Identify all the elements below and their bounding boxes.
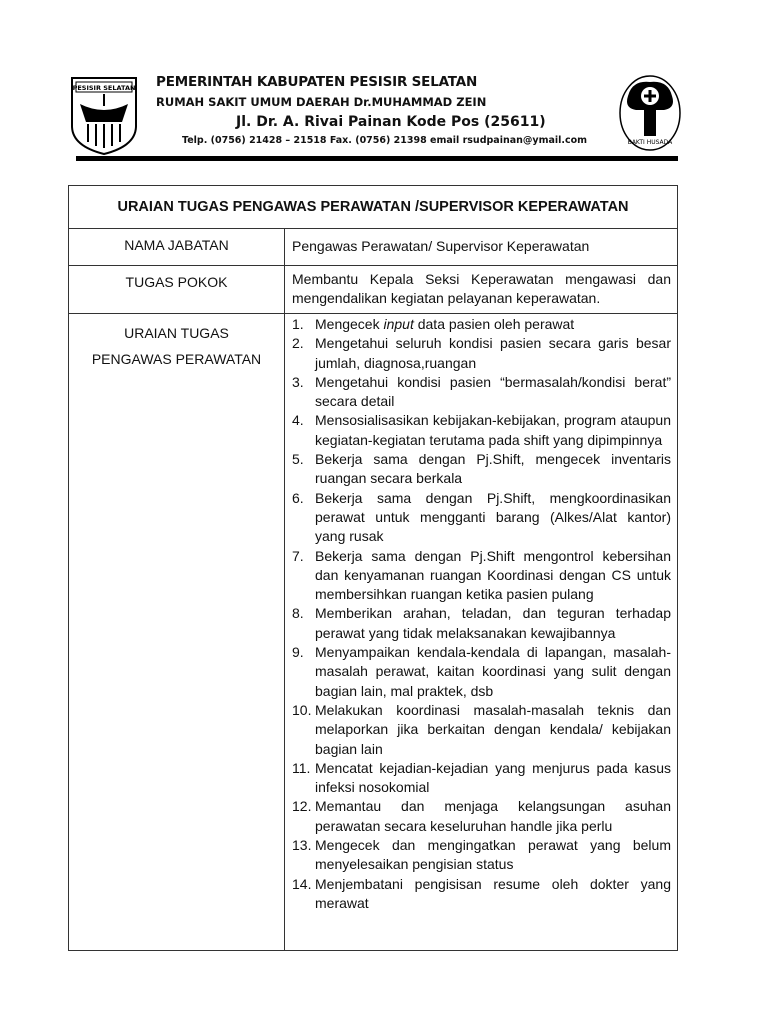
list-item: 2. Mengetahui seluruh kondisi pasien secara garis besar jumlah, diagnosa,ruangan [292,335,671,371]
bakti-husada-logo [618,74,682,152]
list-item: 12. Memantau dan menjaga kelangsungan asuhan perawatan secara keseluruhan handle jika perlu [292,798,671,834]
table-title: URAIAN TUGAS PENGAWAS PERAWATAN /SUPERVISOR KEPERAWATAN [69,186,678,229]
contact: Telp. (0756) 21428 – 21518 Fax. (0756) 21398 email rsudpainan@ymail.com [182,135,588,146]
gov-name: PEMERINTAH KABUPATEN PESISIR SELATAN [156,74,478,90]
list-item: 6. Bekerja sama dengan Pj.Shift, mengkoordinasikan perawat untuk mengganti barang (Alkes/Alat kantor) yang rusak [292,489,671,545]
letterhead [68,72,680,162]
list-item: 9. Menyampaikan kendala-kendala di lapangan, masalah-masalah perawat, kaitan koordinasi yang sulit dengan bagian lain, mal praktek, dsb [292,644,671,699]
svg-text:BAKTI HUSADA: BAKTI HUSADA [627,139,673,146]
svg-text:PESISIR SELATAN: PESISIR SELATAN [72,84,136,92]
tugas-pokok-value: Membantu Kepala Seksi Keperawatan mengawasi dan mengendalikan kegiatan pelayanan keperawatan. [285,266,678,314]
pesisir-selatan-logo [70,76,138,156]
uraian-label-line1: URAIAN TUGAS [124,325,229,341]
uraian-label-line2: PENGAWAS PERAWATAN [91,351,262,367]
hospital-name: RUMAH SAKIT UMUM DAERAH Dr.MUHAMMAD ZEIN [156,95,487,109]
list-item: 3. Mengetahui kondisi pasien “bermasalah/kondisi berat” secara detail [292,373,671,410]
job-description-table [68,185,678,951]
uraian-tugas-list-cell [285,314,678,951]
list-item: 7. Bekerja sama dengan Pj.Shift mengontrol kebersihan dan kenyamanan ruangan Koordinasi dengan CS untuk membersihkan ruangan ketika pasien pulang [292,547,671,603]
list-item: 10. Melakukan koordinasi masalah-masalah teknis dan melaporkan jika berkaitan dengan kendala/ kebijakan bagian lain [292,701,671,757]
list-item: 11. Mencatat kejadian-kejadian yang menjurus pada kasus infeksi nosokomial [292,759,671,796]
list-item: 13. Mengecek dan mengingatkan perawat yang belum menyelesaikan pengisian status [292,837,671,873]
address: Jl. Dr. A. Rivai Painan Kode Pos (25611) [236,114,546,130]
list-item: 5. Bekerja sama dengan Pj.Shift, mengecek inventaris ruangan secara berkala [292,451,671,487]
nama-jabatan-label: NAMA JABATAN [69,229,285,266]
nama-jabatan-value: Pengawas Perawatan/ Supervisor Keperawatan [285,229,678,266]
list-item: 1. Mengecek input data pasien oleh perawat [292,316,575,332]
task-list [292,315,671,913]
list-item: 8. Memberikan arahan, teladan, dan teguran terhadap perawat yang tidak melaksanakan kewajibannya [292,605,671,641]
uraian-tugas-label [69,314,285,951]
list-item: 4. Mensosialisasikan kebijakan-kebijakan, program ataupun kegiatan-kegiatan terutama pada shift yang dipimpinnya [292,412,671,448]
tugas-pokok-label: TUGAS POKOK [69,266,285,314]
letterhead-rule [76,156,678,161]
list-item: 14. Menjembatani pengisisan resume oleh dokter yang merawat [292,875,671,911]
